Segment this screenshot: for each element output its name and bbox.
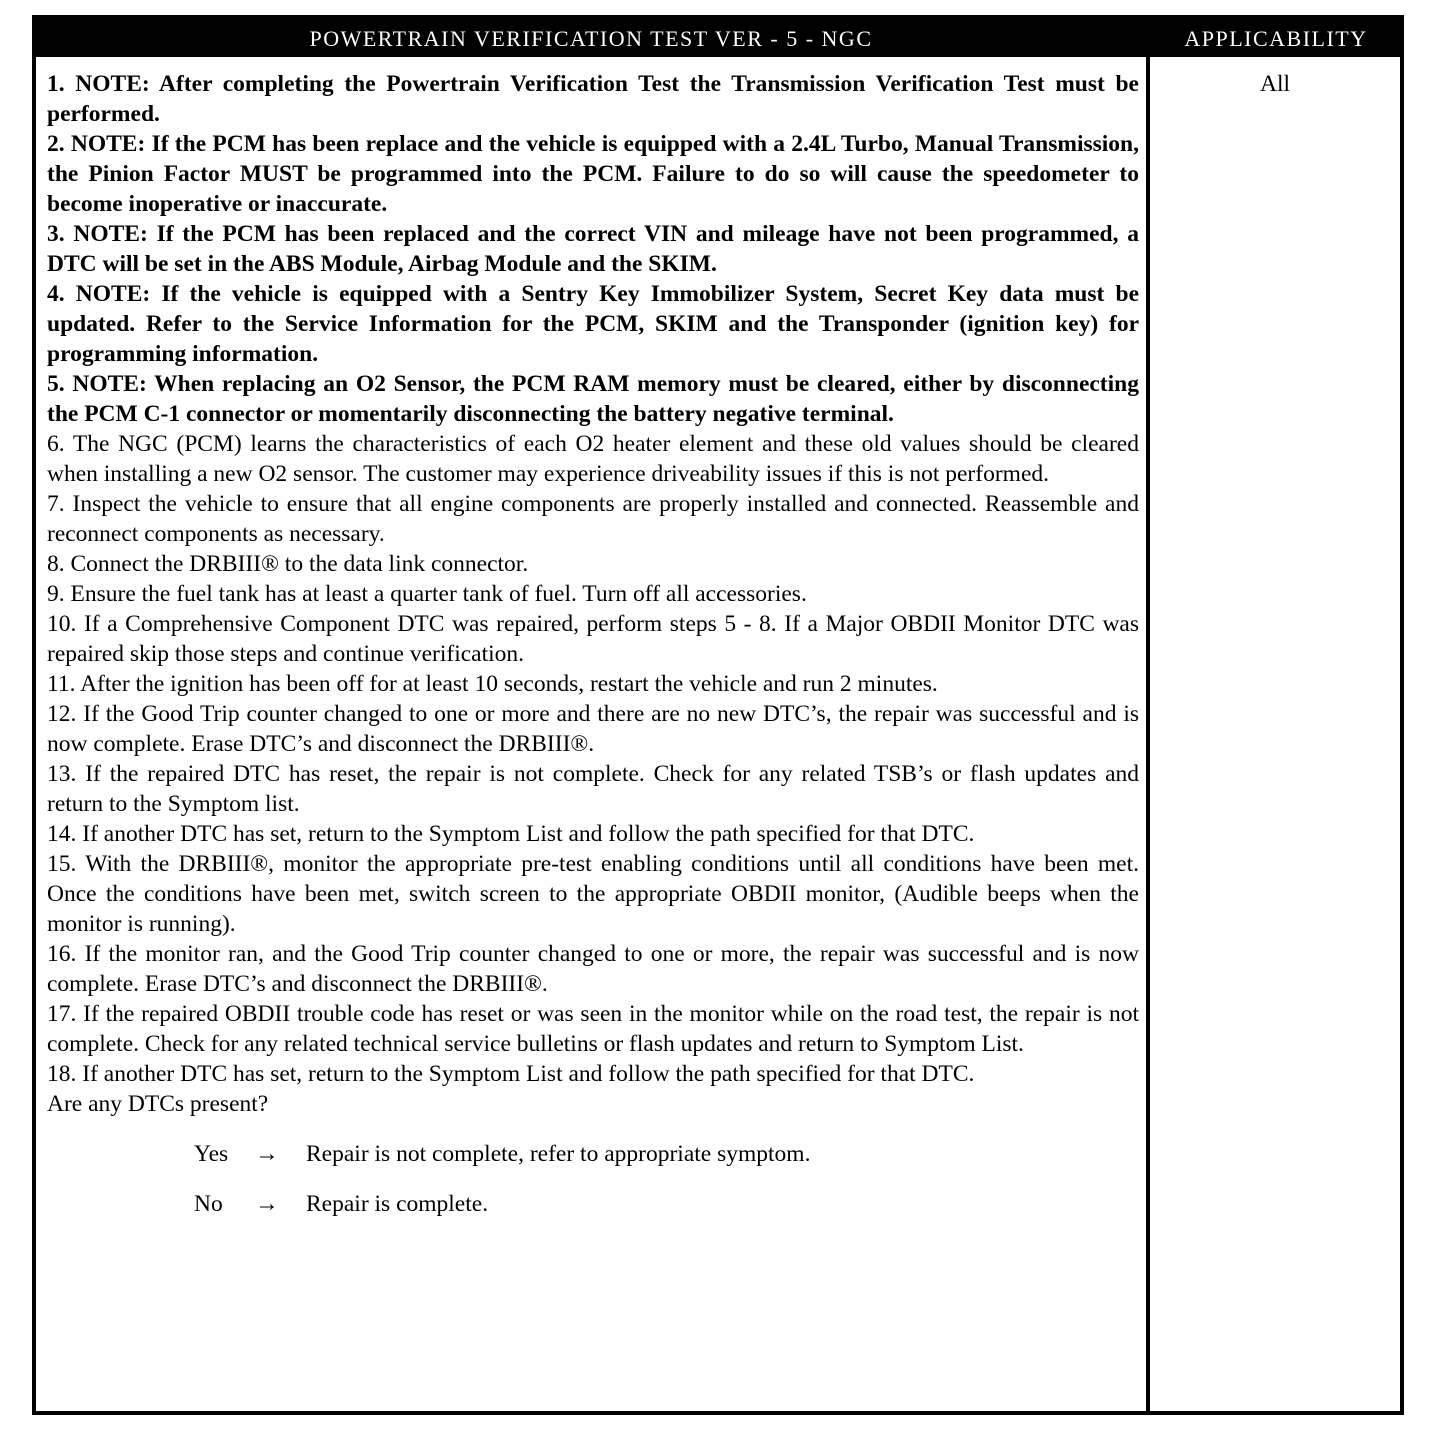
procedure-step: 8. Connect the DRBIII® to the data link connector. [47, 551, 529, 577]
note-step: 3. NOTE: If the PCM has been replaced and the correct VIN and mileage have not been programmed, a DTC will be set in the ABS Module, Airbag Module and the SKIM. [47, 221, 1139, 277]
note-step: 5. NOTE: When replacing an O2 Sensor, the PCM RAM memory must be cleared, either by disconnecting the PCM C-1 connector or momentarily disconnecting the battery negative terminal. [47, 371, 1139, 427]
procedure-step: 11. After the ignition has been off for at least 10 seconds, restart the vehicle and run 2 minutes. [47, 671, 938, 697]
procedure-step: 15. With the DRBIII®, monitor the appropriate pre-test enabling conditions until all conditions have been met. Once the conditions have been met, switch screen to the appropriate OBDII monitor, (Audible beeps when the monitor is running). [47, 851, 1139, 937]
applicability-value: All [1259, 71, 1291, 97]
procedure-step: 17. If the repaired OBDII trouble code has reset or was seen in the monitor while on the road test, the repair is not complete. Check for any related technical service bulletins or flash updates and return to Symptom List. [47, 1001, 1139, 1057]
step-list [47, 69, 1139, 1089]
procedure-step: 7. Inspect the vehicle to ensure that all engine components are properly installed and connected. Reassemble and reconnect components as necessary. [47, 491, 1139, 547]
procedure-step: 14. If another DTC has set, return to the Symptom List and follow the path specified for that DTC. [47, 821, 975, 847]
column-divider [1146, 57, 1150, 1411]
test-procedure-table [32, 15, 1404, 1415]
procedure-step: 13. If the repaired DTC has reset, the repair is not complete. Check for any related TSB’s or flash updates and return to the Symptom list. [47, 761, 1139, 817]
answer-no [47, 1169, 1139, 1219]
applicability-header: APPLICABILITY [1184, 26, 1368, 51]
answer-text: Repair is not complete, refer to appropriate symptom. [306, 1141, 811, 1167]
answer-label: No [194, 1191, 223, 1217]
procedure-step: 10. If a Comprehensive Component DTC was repaired, perform steps 5 - 8. If a Major OBDII Monitor DTC was repaired skip those steps and continue verification. [47, 611, 1139, 667]
answer-label: Yes [194, 1141, 229, 1167]
answer-list [47, 1119, 1139, 1219]
note-step: 1. NOTE: After completing the Powertrain Verification Test the Transmission Verification Test must be performed. [47, 71, 1139, 127]
procedure-step: 18. If another DTC has set, return to the Symptom List and follow the path specified for that DTC. [47, 1061, 975, 1087]
note-step: 4. NOTE: If the vehicle is equipped with a Sentry Key Immobilizer System, Secret Key data must be updated. Refer to the Service Information for the PCM, SKIM and the Transponder (ignition key) for programming information. [47, 281, 1139, 367]
arrow-icon: → [255, 1141, 279, 1167]
answer-text: Repair is complete. [306, 1191, 489, 1217]
procedure-step: 9. Ensure the fuel tank has at least a quarter tank of fuel. Turn off all accessories. [47, 581, 807, 607]
answer-yes [47, 1119, 1139, 1169]
procedure-content [47, 69, 1139, 1219]
procedure-step: 6. The NGC (PCM) learns the characteristics of each O2 heater element and these old values should be cleared when installing a new O2 sensor. The customer may experience driveability issues if this is not performed. [47, 431, 1139, 487]
question: Are any DTCs present? [47, 1091, 269, 1117]
arrow-icon: → [255, 1191, 279, 1217]
note-step: 2. NOTE: If the PCM has been replace and the vehicle is equipped with a 2.4L Turbo, Manual Transmission, the Pinion Factor MUST be programmed into the PCM. Failure to do so will cause the speedometer to become inoperative or inaccurate. [47, 131, 1139, 217]
table-header [36, 19, 1400, 57]
procedure-step: 12. If the Good Trip counter changed to one or more and there are no new DTC’s, the repair was successful and is now complete. Erase DTC’s and disconnect the DRBIII®. [47, 701, 1139, 757]
procedure-step: 16. If the monitor ran, and the Good Trip counter changed to one or more, the repair was successful and is now complete. Erase DTC’s and disconnect the DRBIII®. [47, 941, 1139, 997]
test-title: POWERTRAIN VERIFICATION TEST VER - 5 - NGC [309, 26, 873, 51]
